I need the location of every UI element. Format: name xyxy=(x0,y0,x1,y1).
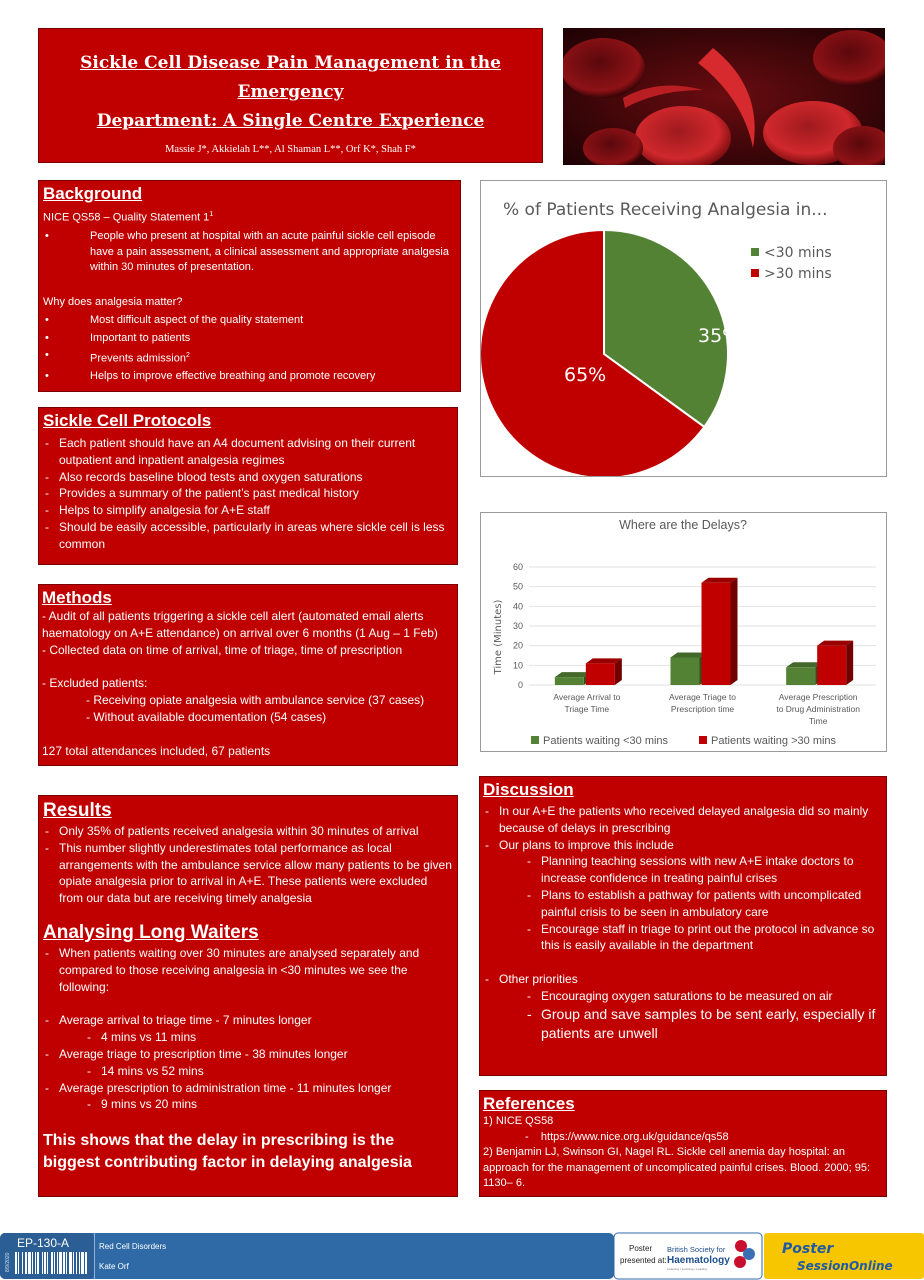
sub-list xyxy=(43,1096,453,1113)
methods-excluded-2: - Without available documentation (54 cases) xyxy=(86,709,327,724)
long-waiters-list-3 xyxy=(43,1080,453,1097)
presented-at: presented at: xyxy=(620,1256,667,1265)
bar-1-1 xyxy=(702,578,738,685)
x-tick-label-1: Average Triage to xyxy=(669,692,736,702)
list-item: - Average triage to prescription time - 38 minutes longer xyxy=(43,1046,453,1063)
list-item: • Important to patients xyxy=(43,330,456,348)
list-item: - Our plans to improve this include xyxy=(483,837,883,854)
methods-section xyxy=(38,584,458,766)
y-tick-label: 10 xyxy=(512,660,523,671)
y-tick-label: 30 xyxy=(512,621,523,631)
list-item: • Most difficult aspect of the quality statement xyxy=(43,312,456,330)
affiliations: *Whittington Hospital NHS Trust **King Khalid University Hospital, Riyadh xyxy=(134,163,447,174)
society-tagline: Listening • Learning • Leading xyxy=(667,1267,707,1271)
results-heading: Results xyxy=(43,800,112,821)
list-item: - Planning teaching sessions with new A+E intake doctors to increase confidence in treating painful crises xyxy=(483,853,883,887)
list-item: - Average arrival to triage time - 7 minutes longer xyxy=(43,1012,453,1029)
background-bullets-2 xyxy=(43,312,456,386)
bar-legend-swatch-1 xyxy=(699,736,707,744)
methods-excluded: - Excluded patients: xyxy=(42,676,148,691)
y-tick-label: 20 xyxy=(512,640,523,651)
priorities-list xyxy=(483,988,883,1044)
list-item: - Provides a summary of the patient’s past medical history xyxy=(43,485,453,502)
methods-heading: Methods xyxy=(42,588,112,607)
list-item: • People who present at hospital with an acute painful sickle cell episode have a pain assessment, a clinical assessment and appropriate analgesia within 30 minutes of presentation. xyxy=(43,229,456,276)
list-item: - Plans to establish a pathway for patients with uncomplicated painful crisis to be seen in ambulatory care xyxy=(483,887,883,921)
footer-author: Kate Orf xyxy=(99,1262,129,1271)
list-item: • Helps to improve effective breathing and promote recovery xyxy=(43,368,456,386)
protocols-heading: Sickle Cell Protocols xyxy=(43,411,212,430)
results-section xyxy=(38,795,458,1197)
x-tick-label-0: Average Arrival to xyxy=(553,692,621,702)
background-section xyxy=(38,180,461,392)
list-item: - 4 mins vs 11 mins xyxy=(43,1029,453,1046)
logo-text-2: SessionOnline xyxy=(797,1259,893,1273)
pie-slices xyxy=(481,230,728,476)
bar-xlabels xyxy=(553,692,860,726)
bar-legend-label-0: Patients waiting <30 mins xyxy=(543,735,669,747)
y-tick-label: 60 xyxy=(512,562,523,572)
footer-category: Red Cell Disorders xyxy=(99,1242,167,1251)
list-item: - 14 mins vs 52 mins xyxy=(43,1063,453,1080)
discussion-section xyxy=(479,776,887,1076)
list-item: - This number slightly underestimates total performance as local arrangements with the ambulance service allow many patients to be given opiate analgesia prior to arrival in A+E. These patients were excluded from our data but are receiving timely analgesia xyxy=(43,840,453,907)
background-bullets-1 xyxy=(43,229,456,276)
list-item: • Prevents admission$^2$ xyxy=(43,347,456,368)
list-item: - Only 35% of patients received analgesia within 30 minutes of arrival xyxy=(43,823,453,840)
pie-label-0: 35% xyxy=(698,325,741,347)
x-tick-label-2: to Drug Administration xyxy=(776,704,860,714)
pie-legend-swatch-1 xyxy=(751,269,759,277)
barcode-icon xyxy=(15,1252,87,1274)
nice-label: NICE QS58 – Quality Statement $1^1$ xyxy=(43,211,214,224)
x-tick-label-2: Time xyxy=(808,716,828,726)
footer-date: 8/9/2020 xyxy=(5,1252,11,1272)
list-item: - Encourage staff in triage to print out the protocol in advance so this is easily available in the department xyxy=(483,921,883,955)
list-item: - In our A+E the patients who received delayed analgesia did so mainly because of delays in prescribing xyxy=(483,803,883,837)
bar-2-0 xyxy=(786,662,822,685)
y-tick-label: 0 xyxy=(517,680,523,690)
pie-legend-swatch-0 xyxy=(751,248,759,256)
protocols-section xyxy=(38,407,458,565)
list-item: - 9 mins vs 20 mins xyxy=(43,1096,453,1113)
x-tick-label-0: Triage Time xyxy=(564,704,610,714)
logo-text-1: Poster xyxy=(782,1241,834,1257)
footer-bar xyxy=(0,1232,924,1280)
bar-yticks xyxy=(513,562,523,690)
y-tick-label: 50 xyxy=(512,581,523,592)
plans-list xyxy=(483,853,883,954)
methods-total: 127 total attendances included, 67 patients xyxy=(42,743,271,758)
list-item: - When patients waiting over 30 minutes are analysed separately and compared to those receiving analgesia in <30 minutes we see the following: xyxy=(43,945,453,995)
long-waiters-list-2 xyxy=(43,1046,453,1063)
reference-2: 2) Benjamin LJ, Swinson GI, Nagel RL. Sickle cell anemia day hospital: an approach for the management of uncomplicated painful crises. Blood. 2000; 95: 1130– 6. xyxy=(483,1146,871,1189)
pie-title: % of Patients Receiving Analgesia in... xyxy=(503,200,828,220)
list-item: - Other priorities xyxy=(483,971,883,988)
pie-legend-label-1: >30 mins xyxy=(764,266,832,282)
discussion-list xyxy=(483,803,883,853)
references-heading: References xyxy=(483,1094,575,1113)
bar-bars xyxy=(555,578,853,685)
title-block xyxy=(38,28,543,174)
long-waiters-heading: Analysing Long Waiters xyxy=(43,921,259,943)
x-tick-label-2: Average Prescription xyxy=(778,692,858,702)
list-item: - Helps to simplify analgesia for A+E staff xyxy=(43,502,453,519)
reference-1-url: - https://www.nice.org.uk/guidance/qs58 xyxy=(525,1130,729,1143)
bar-0-1 xyxy=(586,658,622,685)
red-blood-cells-image xyxy=(563,28,885,165)
reference-1: 1) NICE QS58 xyxy=(483,1115,554,1127)
list-item: - Average prescription to administration time - 11 minutes longer xyxy=(43,1080,453,1097)
bar-chart xyxy=(480,512,887,752)
bar-1-0 xyxy=(671,652,707,685)
bar-ylabel: Time (Minutes) xyxy=(493,599,504,675)
list-item: - Also records baseline blood tests and oxygen saturations xyxy=(43,469,453,486)
background-heading: Background xyxy=(43,184,143,203)
discussion-heading: Discussion xyxy=(483,780,574,799)
protocols-list xyxy=(43,435,453,553)
pie-legend-label-0: <30 mins xyxy=(764,245,832,261)
references-section xyxy=(479,1090,887,1197)
footer-code: EP-130-A xyxy=(17,1236,70,1250)
society-line-2: Haematology xyxy=(667,1255,730,1266)
y-tick-label: 40 xyxy=(512,601,523,612)
list-item: - Encouraging oxygen saturations to be measured on air xyxy=(483,988,883,1005)
x-tick-label-1: Prescription time xyxy=(670,704,735,714)
bar-legend-label-1: Patients waiting >30 mins xyxy=(711,735,837,747)
why-analgesia: Why does analgesia matter? xyxy=(43,295,183,308)
pie-legend xyxy=(751,245,832,282)
society-line-1: British Society for xyxy=(667,1245,726,1254)
presented-poster: Poster xyxy=(629,1244,653,1253)
bar-legend xyxy=(531,735,837,747)
list-item: - Each patient should have an A4 document advising on their current outpatient and inpatient analgesia regimes xyxy=(43,435,453,469)
conclusion: This shows that the delay in prescribing is the biggest contributing factor in delaying analgesia xyxy=(43,1132,412,1172)
pie-label-1: 65% xyxy=(564,364,607,386)
methods-line-2: - Collected data on time of arrival, time of triage, time of prescription xyxy=(42,642,403,657)
results-list xyxy=(43,823,453,907)
sub-list xyxy=(43,1063,453,1080)
sub-list xyxy=(43,1029,453,1046)
list-item: - Group and save samples to be sent early, especially if patients are unwell xyxy=(483,1005,883,1044)
poster-title: Sickle Cell Disease Pain Management in the Emergency Department: A Single Centre Experience xyxy=(80,53,501,131)
discussion-list-2 xyxy=(483,971,883,988)
methods-line-1: - Audit of all patients triggering a sickle cell alert (automated email alerts haematology on A+E attendance) on arrival over 6 months (1 Aug – 1 Feb) xyxy=(42,609,438,640)
bar-0-0 xyxy=(555,672,591,685)
long-waiters-list xyxy=(43,945,453,1029)
bar-title: Where are the Delays? xyxy=(619,518,747,532)
list-item: - Should be easily accessible, particularly in areas where sickle cell is less common xyxy=(43,519,453,553)
authors: Massie J*, Akkielah L**, Al Shaman L**, Orf K*, Shah F* xyxy=(165,144,416,155)
bar-legend-swatch-0 xyxy=(531,736,539,744)
bar-2-1 xyxy=(817,641,853,685)
methods-excluded-1: - Receiving opiate analgesia with ambulance service (37 cases) xyxy=(86,693,425,708)
pie-chart xyxy=(480,180,887,477)
